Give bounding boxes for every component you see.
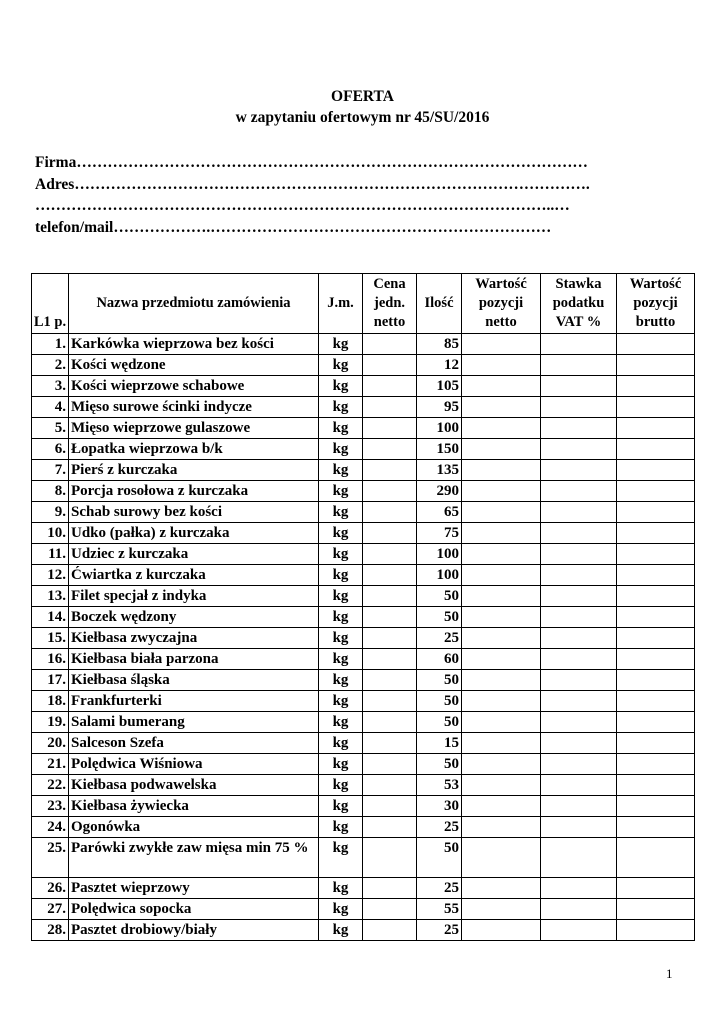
row-unit: kg [319,817,363,838]
row-vat-cell [541,691,617,712]
row-net-value-cell [462,460,541,481]
row-qty: 25 [417,920,462,941]
row-lp: 3. [32,376,69,397]
row-price-cell [363,334,417,355]
row-vat-cell [541,481,617,502]
row-vat-cell [541,334,617,355]
row-net-value-cell [462,397,541,418]
row-price-cell [363,691,417,712]
row-lp: 27. [32,899,69,920]
row-net-value-cell [462,334,541,355]
table-row [32,670,695,691]
row-qty: 100 [417,544,462,565]
row-net-value-cell [462,754,541,775]
row-vat-cell [541,796,617,817]
row-qty: 50 [417,691,462,712]
table-row [32,376,695,397]
row-net-value-cell [462,502,541,523]
row-lp: 19. [32,712,69,733]
page-number: 1 [666,966,673,981]
table-row [32,878,695,899]
row-vat-cell [541,502,617,523]
row-name: Mięso wieprzowe gulaszowe [69,418,319,439]
row-qty: 60 [417,649,462,670]
table-row [32,607,695,628]
row-lp: 2. [32,355,69,376]
contact-fields [35,152,675,238]
row-net-value-cell [462,712,541,733]
field-telefon-mail: telefon/mail……………….………………………………………………………… [35,218,552,236]
row-net-value-cell [462,817,541,838]
row-vat-cell [541,670,617,691]
row-price-cell [363,775,417,796]
row-net-value-cell [462,691,541,712]
row-vat-cell [541,754,617,775]
row-net-value-cell [462,355,541,376]
row-vat-cell [541,775,617,796]
row-name: Udziec z kurczaka [69,544,319,565]
field-adres: Adres………………………………………………………………………………………. [35,175,590,193]
row-unit: kg [319,544,363,565]
row-gross-value-cell [617,838,695,878]
row-qty: 290 [417,481,462,502]
row-vat-cell [541,649,617,670]
row-lp: 1. [32,334,69,355]
row-gross-value-cell [617,878,695,899]
table-row [32,439,695,460]
row-lp: 10. [32,523,69,544]
row-gross-value-cell [617,899,695,920]
table-row [32,733,695,754]
row-unit: kg [319,460,363,481]
row-qty: 15 [417,733,462,754]
row-gross-value-cell [617,481,695,502]
row-unit: kg [319,607,363,628]
row-name: Polędwica Wiśniowa [69,754,319,775]
header-gross-value: Wartość pozycji brutto [617,274,695,334]
row-qty: 53 [417,775,462,796]
row-unit: kg [319,376,363,397]
table-row [32,355,695,376]
row-qty: 50 [417,607,462,628]
row-name: Filet specjał z indyka [69,586,319,607]
row-qty: 50 [417,838,462,878]
row-name: Salami bumerang [69,712,319,733]
table-row [32,523,695,544]
row-name: Pasztet wieprzowy [69,878,319,899]
row-unit: kg [319,586,363,607]
row-unit: kg [319,712,363,733]
header-qty: Ilość [417,274,462,334]
document-title: OFERTA [331,88,394,105]
row-price-cell [363,754,417,775]
row-name: Kiełbasa śląska [69,670,319,691]
row-net-value-cell [462,796,541,817]
row-unit: kg [319,397,363,418]
table-row [32,754,695,775]
row-lp: 9. [32,502,69,523]
row-price-cell [363,670,417,691]
row-net-value-cell [462,649,541,670]
row-gross-value-cell [617,691,695,712]
row-unit: kg [319,565,363,586]
row-gross-value-cell [617,523,695,544]
table-row [32,628,695,649]
field-firma: Firma……………………………………………………………………………………… [35,154,588,171]
row-net-value-cell [462,920,541,941]
offer-table [31,273,695,941]
row-price-cell [363,628,417,649]
header-vat: Stawka podatku VAT % [541,274,617,334]
table-row [32,838,695,878]
row-gross-value-cell [617,544,695,565]
row-unit: kg [319,355,363,376]
row-price-cell [363,920,417,941]
row-vat-cell [541,565,617,586]
row-qty: 50 [417,670,462,691]
row-vat-cell [541,397,617,418]
row-vat-cell [541,355,617,376]
row-vat-cell [541,544,617,565]
row-price-cell [363,481,417,502]
row-price-cell [363,733,417,754]
document-subtitle: w zapytaniu ofertowym nr 45/SU/2016 [235,109,490,126]
row-gross-value-cell [617,775,695,796]
row-gross-value-cell [617,565,695,586]
row-qty: 25 [417,878,462,899]
row-qty: 50 [417,754,462,775]
row-price-cell [363,460,417,481]
row-qty: 85 [417,334,462,355]
row-name: Kiełbasa podwawelska [69,775,319,796]
row-net-value-cell [462,775,541,796]
row-qty: 65 [417,502,462,523]
header-name: Nazwa przedmiotu zamówienia [69,274,319,334]
row-gross-value-cell [617,712,695,733]
row-gross-value-cell [617,607,695,628]
row-net-value-cell [462,376,541,397]
row-gross-value-cell [617,397,695,418]
row-net-value-cell [462,523,541,544]
row-gross-value-cell [617,920,695,941]
row-lp: 7. [32,460,69,481]
row-qty: 100 [417,565,462,586]
row-vat-cell [541,460,617,481]
row-name: Kości wędzone [69,355,319,376]
row-net-value-cell [462,899,541,920]
row-vat-cell [541,376,617,397]
row-vat-cell [541,439,617,460]
row-name: Boczek wędzony [69,607,319,628]
row-name: Kiełbasa biała parzona [69,649,319,670]
row-price-cell [363,817,417,838]
row-vat-cell [541,418,617,439]
row-price-cell [363,649,417,670]
row-lp: 5. [32,418,69,439]
row-gross-value-cell [617,670,695,691]
row-name: Ogonówka [69,817,319,838]
row-price-cell [363,838,417,878]
table-row [32,586,695,607]
row-gross-value-cell [617,334,695,355]
table-row [32,565,695,586]
row-lp: 13. [32,586,69,607]
row-price-cell [363,544,417,565]
row-lp: 11. [32,544,69,565]
row-vat-cell [541,607,617,628]
header-price: Cena jedn. netto [363,274,417,334]
row-gross-value-cell [617,754,695,775]
row-unit: kg [319,733,363,754]
table-row [32,460,695,481]
row-vat-cell [541,878,617,899]
row-name: Karkówka wieprzowa bez kości [69,334,319,355]
row-name: Pierś z kurczaka [69,460,319,481]
row-name: Udko (pałka) z kurczaka [69,523,319,544]
row-vat-cell [541,586,617,607]
row-lp: 14. [32,607,69,628]
row-lp: 28. [32,920,69,941]
row-qty: 50 [417,712,462,733]
row-lp: 25. [32,838,69,878]
row-net-value-cell [462,670,541,691]
row-vat-cell [541,628,617,649]
header-lp: L1 p. [32,274,69,334]
row-unit: kg [319,920,363,941]
row-name: Schab surowy bez kości [69,502,319,523]
row-price-cell [363,355,417,376]
row-unit: kg [319,649,363,670]
row-name: Porcja rosołowa z kurczaka [69,481,319,502]
row-gross-value-cell [617,418,695,439]
row-gross-value-cell [617,439,695,460]
row-unit: kg [319,628,363,649]
table-row [32,418,695,439]
row-price-cell [363,586,417,607]
row-price-cell [363,607,417,628]
row-gross-value-cell [617,817,695,838]
row-unit: kg [319,796,363,817]
row-gross-value-cell [617,628,695,649]
table-row [32,899,695,920]
row-unit: kg [319,691,363,712]
row-qty: 105 [417,376,462,397]
row-vat-cell [541,523,617,544]
table-row [32,920,695,941]
row-lp: 18. [32,691,69,712]
header-net-value: Wartość pozycji netto [462,274,541,334]
row-name: Ćwiartka z kurczaka [69,565,319,586]
row-unit: kg [319,481,363,502]
row-gross-value-cell [617,796,695,817]
row-price-cell [363,439,417,460]
row-unit: kg [319,899,363,920]
row-unit: kg [319,878,363,899]
row-unit: kg [319,775,363,796]
row-price-cell [363,376,417,397]
row-name: Pasztet drobiowy/biały [69,920,319,941]
row-vat-cell [541,733,617,754]
table-row [32,397,695,418]
row-qty: 75 [417,523,462,544]
row-lp: 20. [32,733,69,754]
row-vat-cell [541,712,617,733]
row-net-value-cell [462,586,541,607]
row-qty: 150 [417,439,462,460]
row-lp: 12. [32,565,69,586]
row-price-cell [363,899,417,920]
row-price-cell [363,796,417,817]
row-unit: kg [319,334,363,355]
row-lp: 16. [32,649,69,670]
row-gross-value-cell [617,649,695,670]
row-net-value-cell [462,838,541,878]
row-unit: kg [319,670,363,691]
row-name: Mięso surowe ścinki indycze [69,397,319,418]
table-row [32,334,695,355]
row-lp: 6. [32,439,69,460]
row-lp: 8. [32,481,69,502]
row-gross-value-cell [617,376,695,397]
row-qty: 25 [417,817,462,838]
row-price-cell [363,397,417,418]
row-name: Parówki zwykłe zaw mięsa min 75 % [69,838,319,878]
row-gross-value-cell [617,355,695,376]
table-row [32,796,695,817]
row-name: Kości wieprzowe schabowe [69,376,319,397]
row-price-cell [363,565,417,586]
table-row [32,649,695,670]
row-gross-value-cell [617,460,695,481]
row-qty: 30 [417,796,462,817]
row-price-cell [363,878,417,899]
row-name: Polędwica sopocka [69,899,319,920]
row-net-value-cell [462,439,541,460]
row-price-cell [363,523,417,544]
row-vat-cell [541,838,617,878]
table-row [32,481,695,502]
row-lp: 21. [32,754,69,775]
row-name: Kiełbasa żywiecka [69,796,319,817]
row-name: Łopatka wieprzowa b/k [69,439,319,460]
row-lp: 26. [32,878,69,899]
table-row [32,775,695,796]
row-net-value-cell [462,628,541,649]
row-vat-cell [541,920,617,941]
row-lp: 4. [32,397,69,418]
row-gross-value-cell [617,502,695,523]
row-unit: kg [319,502,363,523]
table-row [32,817,695,838]
table-row [32,502,695,523]
row-name: Frankfurterki [69,691,319,712]
row-unit: kg [319,418,363,439]
row-net-value-cell [462,733,541,754]
field-adres-cont: ………………………………………………………………………………………..… [35,197,570,215]
row-qty: 55 [417,899,462,920]
row-unit: kg [319,439,363,460]
row-price-cell [363,418,417,439]
row-qty: 50 [417,586,462,607]
row-net-value-cell [462,544,541,565]
row-qty: 25 [417,628,462,649]
table-row [32,691,695,712]
row-lp: 17. [32,670,69,691]
row-vat-cell [541,899,617,920]
row-net-value-cell [462,481,541,502]
row-qty: 135 [417,460,462,481]
row-gross-value-cell [617,586,695,607]
row-lp: 22. [32,775,69,796]
row-gross-value-cell [617,733,695,754]
row-qty: 95 [417,397,462,418]
row-unit: kg [319,754,363,775]
row-net-value-cell [462,607,541,628]
row-lp: 15. [32,628,69,649]
row-unit: kg [319,838,363,878]
row-name: Salceson Szefa [69,733,319,754]
table-header-row [32,274,695,334]
row-net-value-cell [462,418,541,439]
row-net-value-cell [462,878,541,899]
row-price-cell [363,502,417,523]
header-unit: J.m. [319,274,363,334]
row-vat-cell [541,817,617,838]
table-row [32,544,695,565]
row-name: Kiełbasa zwyczajna [69,628,319,649]
row-qty: 100 [417,418,462,439]
row-lp: 23. [32,796,69,817]
row-price-cell [363,712,417,733]
table-row [32,712,695,733]
row-lp: 24. [32,817,69,838]
row-qty: 12 [417,355,462,376]
row-unit: kg [319,523,363,544]
row-net-value-cell [462,565,541,586]
